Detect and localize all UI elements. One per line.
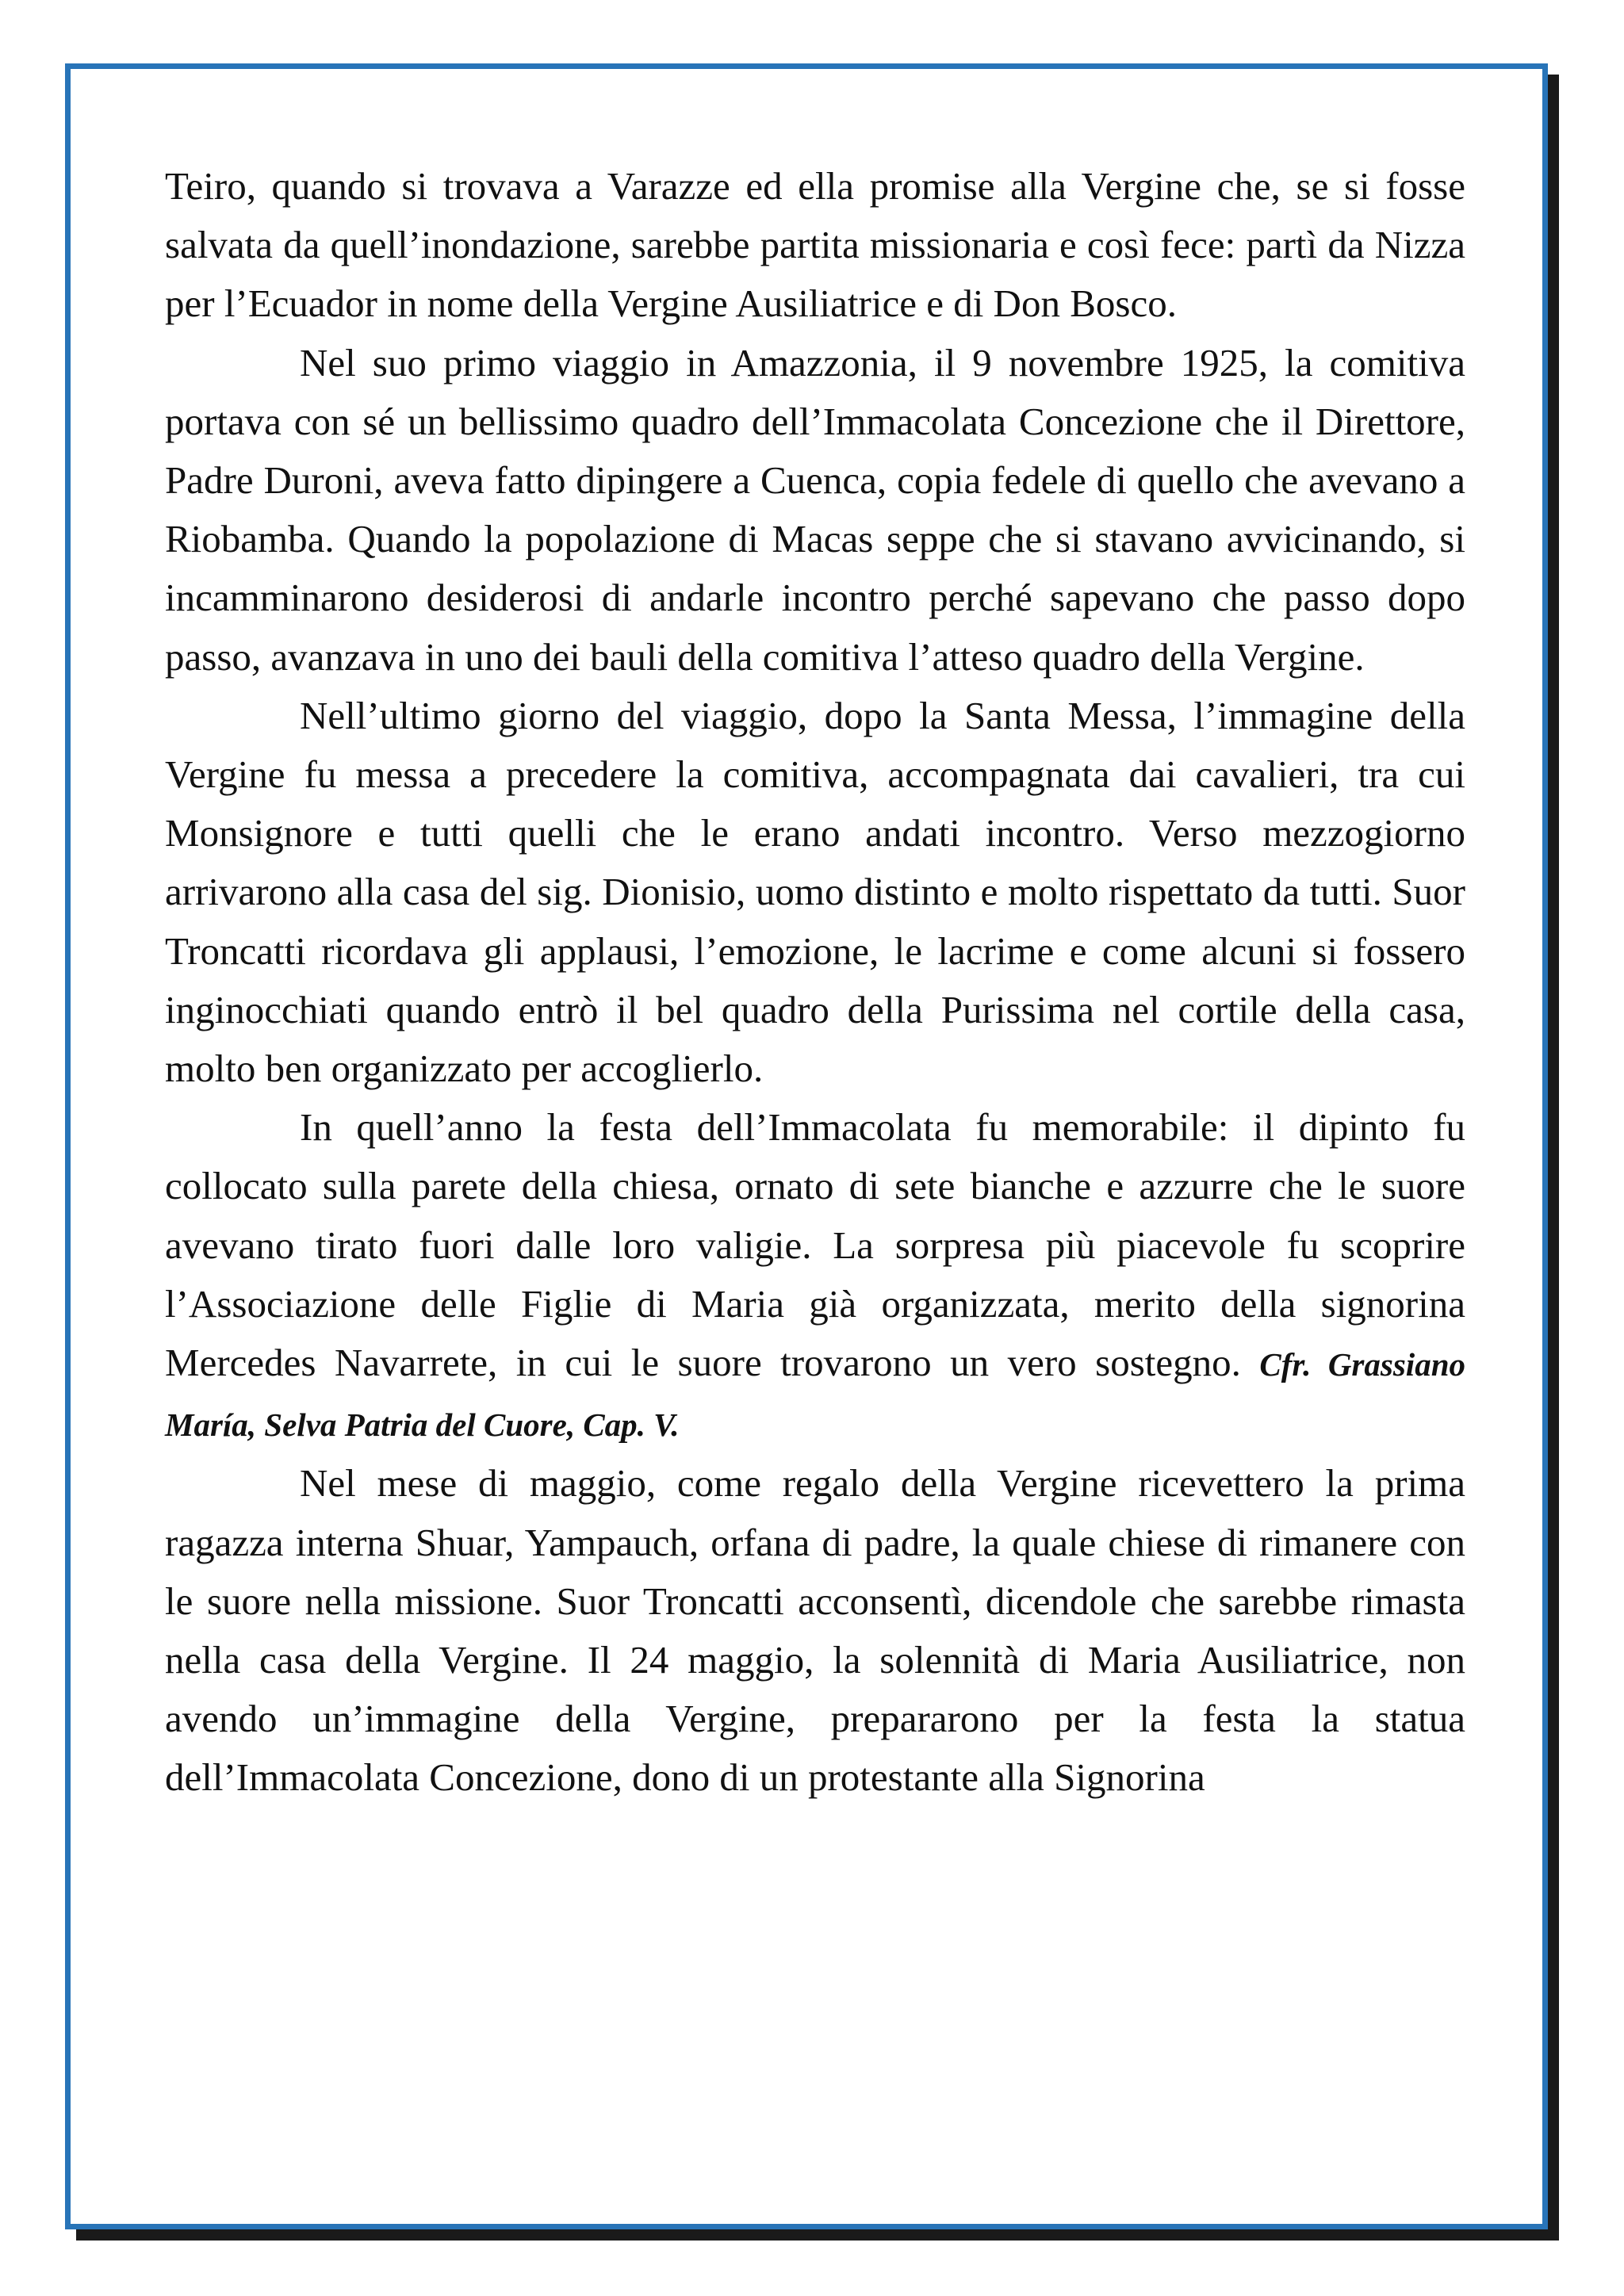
paragraph-2 bbox=[165, 334, 1465, 687]
paragraph-3-text: Nell’ultimo giorno del viaggio, dopo la Santa Messa, l’immagine della Vergine fu messa a precedere la comitiva, accompagnata dai cavalieri, tra cui Monsignore e tutti quelli che le erano andati incontro. Verso mezzogiorno arrivarono alla casa del sig. Dionisio, uomo distinto e molto rispettato da tutti. Suor Troncatti ricordava gli applausi, l’emozione, le lacrime e come alcuni si fossero inginocchiati quando entrò il bel quadro della Purissima nel cortile della casa, molto ben organizzato per accoglierlo. bbox=[165, 693, 1465, 1091]
paragraph-1 bbox=[165, 157, 1465, 334]
paragraph-4 bbox=[165, 1098, 1465, 1454]
document-body bbox=[165, 157, 1465, 1808]
paragraph-5-text: Nel mese di maggio, come regalo della Vergine ricevettero la prima ragazza interna Shuar, Yampauch, orfana di padre, la quale chiese di rimanere con le suore nella missione. Suor Troncatti acconsentì, dicendole che sarebbe rimasta nella casa della Vergine. Il 24 maggio, la solennità di Maria Ausiliatrice, non avendo un’immagine della Vergine, prepararono per la festa la statua dell’Immacolata Concezione, dono di un protestante alla Signorina bbox=[165, 1461, 1465, 1800]
paragraph-4-text: In quell’anno la festa dell’Immacolata fu memorabile: il dipinto fu collocato sulla parete della chiesa, ornato di sete bianche e azzurre che le suore avevano tirato fuori dalle loro valigie. La sorpresa più piacevole fu scoprire l’Associazione delle Figlie di Maria già organizzata, merito della signorina Mercedes Navarrete, in cui le suore trovarono un vero sostegno. bbox=[165, 1105, 1465, 1385]
paragraph-3 bbox=[165, 687, 1465, 1098]
citation: Cfr. Grassiano María, Selva Patria del Cuore, Cap. V. bbox=[165, 1346, 1465, 1444]
paragraph-1-text: Teiro, quando si trovava a Varazze ed ella promise alla Vergine che, se si fosse salvata da quell’inondazione, sarebbe partita missionaria e così fece: partì da Nizza per l’Ecuador in nome della Vergine Ausiliatrice e di Don Bosco. bbox=[165, 164, 1465, 326]
paragraph-2-text: Nel suo primo viaggio in Amazzonia, il 9 novembre 1925, la comitiva portava con sé un bellissimo quadro dell’Immacolata Concezione che il Direttore, Padre Duroni, aveva fatto dipingere a Cuenca, copia fedele di quello che avevano a Riobamba. Quando la popolazione di Macas seppe che si stavano avvicinando, si incamminarono desiderosi di andarle incontro perché sapevano che passo dopo passo, avanzava in uno dei bauli della comitiva l’atteso quadro della Vergine. bbox=[165, 340, 1465, 679]
paragraph-5 bbox=[165, 1454, 1465, 1807]
